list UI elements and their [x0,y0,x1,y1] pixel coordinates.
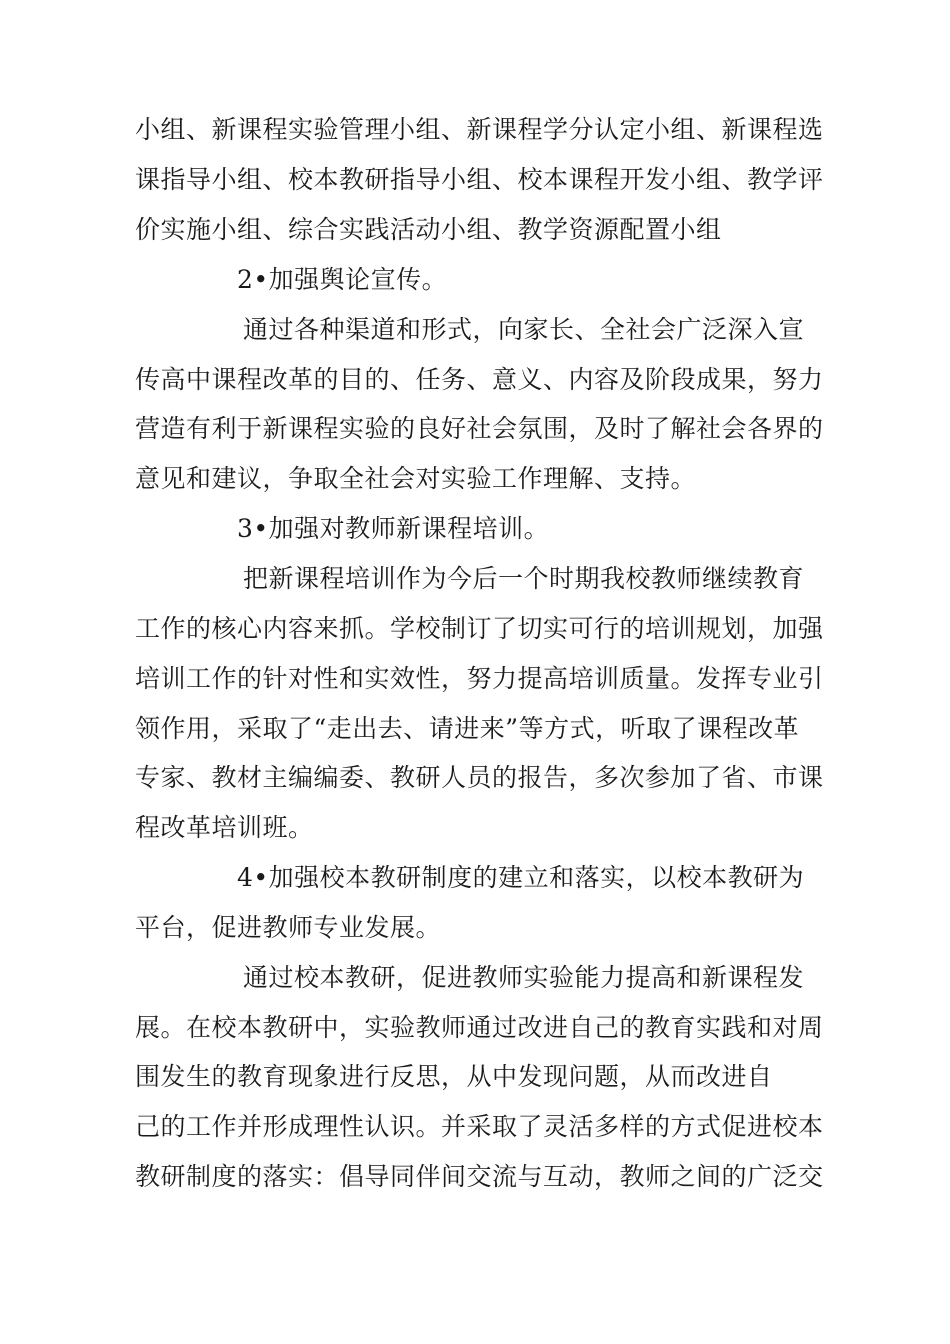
text-line: 领作用，采取了“走出去、请进来”等方式，听取了课程改革 [135,714,800,743]
text-line: 小组、新课程实验管理小组、新课程学分认定小组、新课程选 [135,115,824,144]
text-line: 展。在校本教研中，实验教师通过改进自己的教育实践和对周 [135,1013,824,1042]
text-line: 围发生的教育现象进行反思，从中发现问题，从而改进自 [135,1062,773,1091]
text-line: 工作的核心内容来抓。学校制订了切实可行的培训规划，加强 [135,614,824,643]
text-line: 把新课程培训作为今后一个时期我校教师继续教育 [243,564,805,593]
text-line: 己的工作并形成理性认识。并采取了灵活多样的方式促进校本 [135,1112,824,1141]
text-line: 专家、教材主编编委、教研人员的报告，多次参加了省、市课 [135,763,824,792]
section-heading-2: 2•加强舆论宣传。 [237,265,448,294]
text-line: 程改革培训班。 [135,813,314,842]
text-line: 教研制度的落实：倡导同伴间交流与互动，教师之间的广泛交 [135,1162,824,1191]
text-line: 课指导小组、校本教研指导小组、校本课程开发小组、教学评 [135,165,824,194]
text-line: 营造有利于新课程实验的良好社会氛围，及时了解社会各界的 [135,414,824,443]
text-line: 通过校本教研，促进教师实验能力提高和新课程发 [243,963,805,992]
text-line: 价实施小组、综合实践活动小组、教学资源配置小组 [135,215,722,244]
text-line: 培训工作的针对性和实效性，努力提高培训质量。发挥专业引 [135,664,824,693]
text-line: 意见和建议，争取全社会对实验工作理解、支持。 [135,464,697,493]
text-line: 平台，促进教师专业发展。 [135,913,442,942]
section-heading-4: 4•加强校本教研制度的建立和落实，以校本教研为 [237,863,805,892]
text-line: 通过各种渠道和形式，向家长、全社会广泛深入宣 [243,315,805,344]
text-line: 传高中课程改革的目的、任务、意义、内容及阶段成果，努力 [135,365,824,394]
section-heading-3: 3•加强对教师新课程培训。 [237,514,550,543]
